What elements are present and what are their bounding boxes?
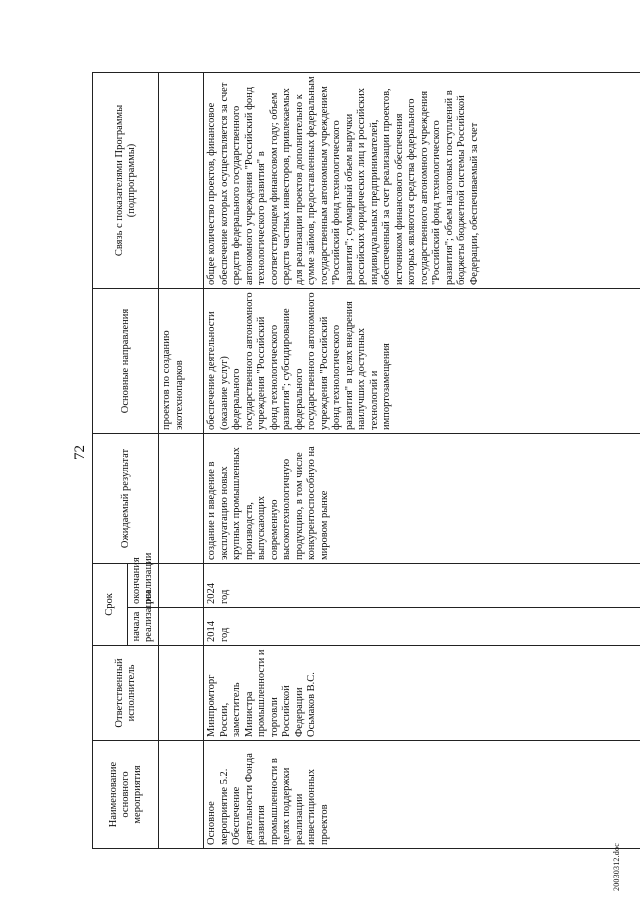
- header-row-1: [93, 72, 128, 848]
- header-executor: Ответственный исполнитель: [93, 646, 159, 741]
- document-code: 20030312.doc: [612, 843, 621, 891]
- program-table: [92, 72, 640, 849]
- cell-empty: [159, 72, 204, 288]
- cell-executor: Минпромторг России, заместитель Министра промышленности и торговли Российской Федерации Осьмаков В.С.: [204, 646, 640, 741]
- cell-empty: [159, 433, 204, 563]
- header-start: начала реализации: [128, 608, 159, 646]
- cell-indicators: общее количество проектов, финансовое обеспечение которых осуществляется за счет средств федерального государственного автономного учреждения "Российский фонд технологического развития" в соответствующем финансовом году; объем средств частных инвесторов, привлекаемых для реализации проектов дополнительно к сумме займов, предоставленных федеральным государственным автономным учреждением "Российский фонд технологического развития"; суммарный объем выручки российских юридических лиц и российских индивидуальных предпринимателей, обеспеченный за счет реализации проектов, источником финансового обеспечения которых являются средства федерального государственного автономного учреждения "Российский фонд технологического развития"; объем налоговых поступлений в бюджеты бюджетной системы Российской Федерации, обеспечиваемый за счет: [204, 72, 640, 288]
- page-number: 72: [72, 445, 88, 460]
- header-end: окончания реализации: [128, 563, 159, 607]
- cell-expected-result: создание и введение в эксплуатацию новых крупных промышленных производств, выпускающих современную высокотехнологичную продукцию, в том числе конкурентоспособную на мировом рынке: [204, 433, 640, 563]
- cell-measure-name: Основное мероприятие 5.2. Обеспечение деятельности Фонда развития промышленности в целях поддержки реализации инвестиционных проектов: [204, 741, 640, 849]
- cell-start-year: 2014 год: [204, 608, 640, 646]
- continuation-row: [159, 72, 204, 848]
- cell-directions: обеспечение деятельности (оказание услуг) федерального государственного автономного учреждения "Российский фонд технологического развития"; субсидирование федерального государственного автономного учреждения "Российский фонд технологического развития" в целях внедрения наилучших доступных технологий и импортозамещения: [204, 288, 640, 433]
- cell-directions-continued: проектов по созданию экотехнопарков: [159, 288, 204, 433]
- header-result: Ожидаемый результат: [93, 433, 159, 563]
- header-term: Срок: [93, 563, 128, 645]
- cell-empty: [159, 608, 204, 646]
- cell-end-year: 2024 год: [204, 563, 640, 607]
- cell-empty: [159, 563, 204, 607]
- header-directions: Основные направления: [93, 288, 159, 433]
- cell-empty: [159, 741, 204, 849]
- cell-empty: [159, 646, 204, 741]
- table-row: [204, 72, 640, 848]
- header-indicators: Связь с показателями Программы (подпрограммы): [93, 72, 159, 288]
- header-name: Наименование основного мероприятия: [93, 741, 159, 849]
